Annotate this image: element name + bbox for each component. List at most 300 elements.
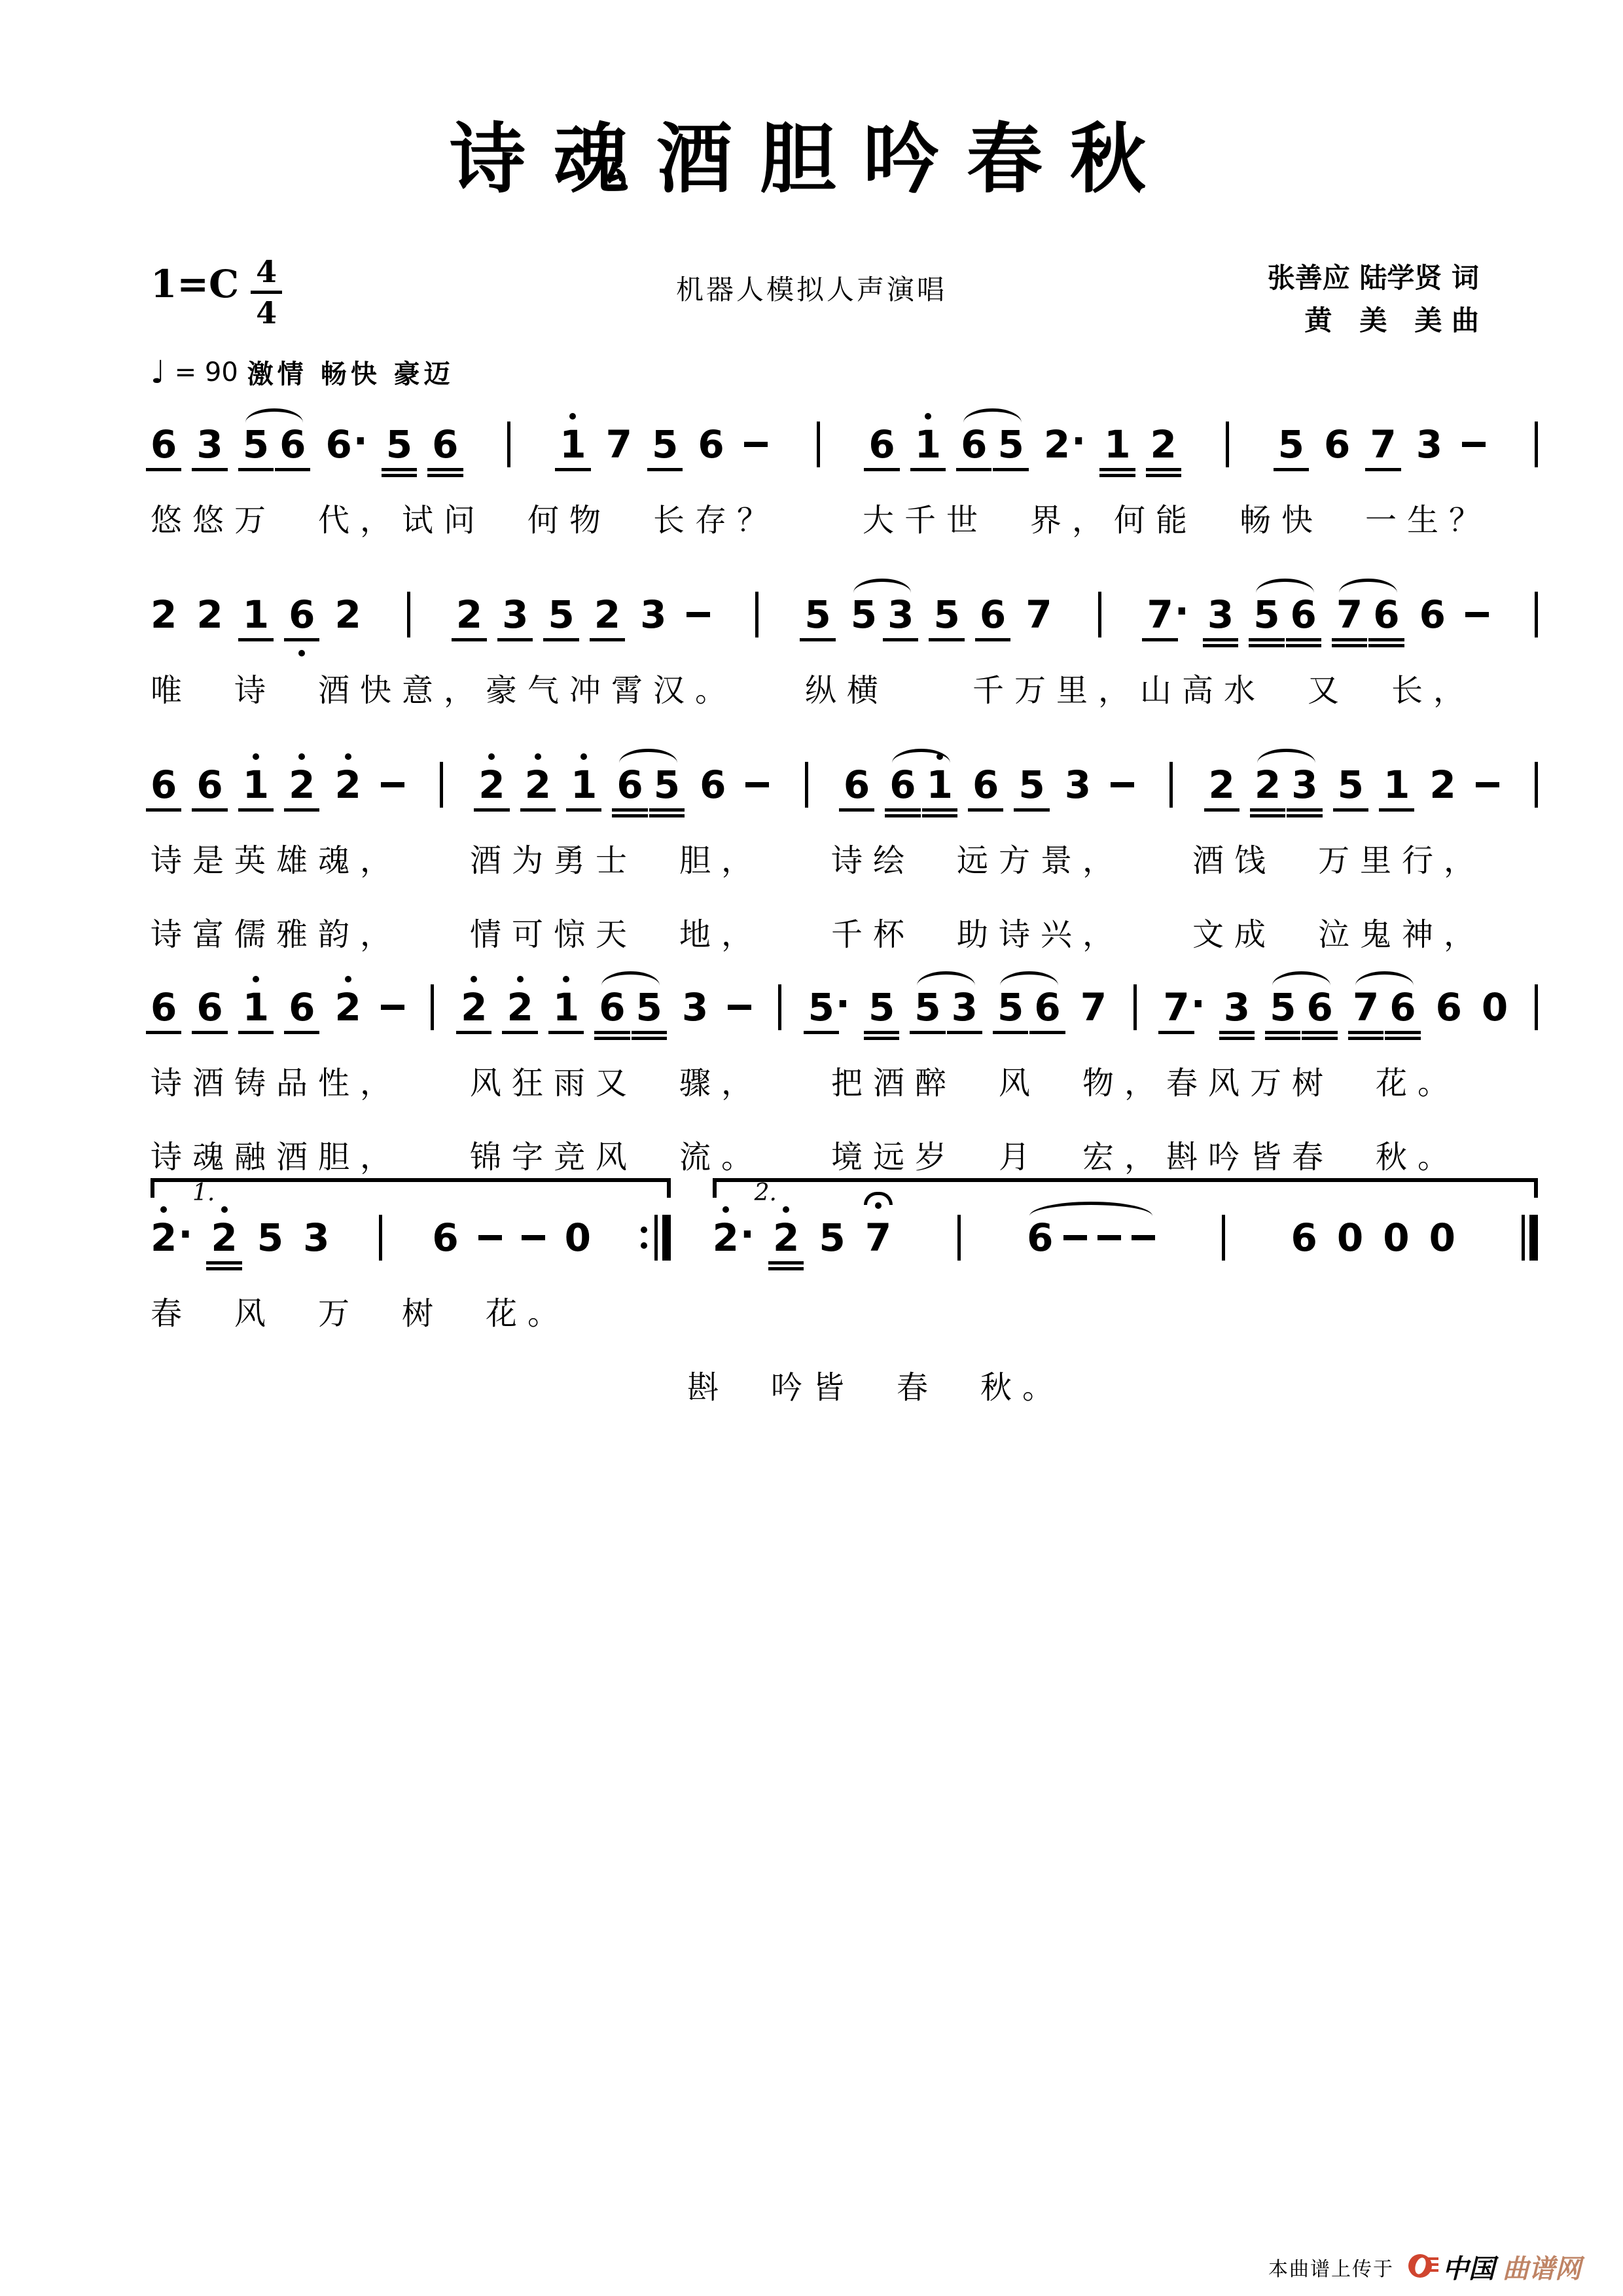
beam-underline [804,1031,839,1034]
slur-group [1255,763,1318,806]
octave-dot-above [221,1206,228,1213]
song-title: 诗魂酒胆吟春秋 [450,115,1173,204]
beam-underline-2 [632,1037,667,1040]
note-digit: 2 [524,762,551,807]
jianpu-note [289,592,315,637]
note-digit: 2 [478,762,505,807]
music-system-4 [151,956,1538,1177]
jianpu-note [455,592,483,637]
duration-dash [1111,782,1134,787]
slur-group [889,763,953,806]
octave-dot-above [580,753,587,760]
barline-thin [1169,762,1173,808]
note-digit: 7 [1352,985,1380,1030]
note-digit: 0 [1429,1215,1455,1260]
beam-underline [456,1031,491,1034]
jianpu-note [698,422,724,467]
note-digit: 0 [1481,985,1508,1030]
jianpu-note [1373,592,1400,637]
slur-group [997,986,1061,1029]
slur-group [1027,1216,1155,1259]
beam-underline-2 [594,1037,630,1040]
jianpu-note [850,592,878,637]
barline [1535,592,1538,637]
beam-underline [497,638,533,641]
lyrics-first-ending: 春 风 万 树 花。 [151,1295,570,1332]
note-digit: 5 [1018,762,1045,807]
note-digit: 5 [997,985,1024,1030]
augmentation-dot: · [353,418,368,463]
measure [478,763,769,806]
jianpu-note [1270,985,1296,1030]
jianpu-note [257,1215,284,1260]
beam-underline [993,468,1028,471]
octave-dot-above [563,976,569,982]
lyrics-row: 诗酒铸品性， 风狂雨又 骤， 把酒醉 风 物，春风万树 花。 [151,1065,1460,1102]
fermata-dot-icon [875,1202,882,1209]
octave-dot-above [517,976,524,982]
barline [1169,762,1173,808]
jianpu-note [289,985,315,1030]
lyrics-row: 唯 诗 酒快意，豪气冲霄汉。 纵横 千万里，山高水 又 长， [151,672,1476,709]
beam-underline [452,638,487,641]
barline-thin [755,592,758,637]
notes-row-final [151,1178,1538,1261]
slur-group [243,423,306,466]
barline [1535,422,1538,467]
beam-underline [632,1031,667,1034]
jianpu-note [507,985,533,1030]
jianpu-note [914,985,941,1030]
octave-dot-above [345,753,351,760]
volta-measures [712,1211,1538,1261]
barline-thin [1535,422,1538,467]
jianpu-note [1416,422,1443,467]
beam-underline-2 [1368,644,1404,647]
measure [1209,763,1499,806]
note-digit: 5 [548,592,575,637]
slur-arc-icon [853,579,912,593]
jianpu-note [1064,762,1092,807]
notes-row [151,563,1538,637]
note-digit: 3 [1416,422,1443,467]
beam-underline [910,1031,945,1034]
note-digit: 3 [196,422,223,467]
note-digit: 2 [334,985,361,1030]
jianpu-note [1481,985,1508,1030]
lyrics-row: 诗是英雄魂， 酒为勇士 胆， 诗绘 远方景， 酒饯 万里行， [151,842,1486,879]
barline-thin [1535,984,1538,1030]
music-system-3 [151,733,1538,954]
note-digit: 7 [1336,592,1363,637]
note-digit: 5 [868,985,895,1030]
jianpu-note [865,1215,892,1260]
jianpu-note [1080,985,1107,1030]
beam-underline-2 [382,474,417,477]
jianpu-note [997,985,1024,1030]
measure [151,986,404,1029]
jianpu-note [926,762,953,807]
note-digit: 2 [455,592,483,637]
note-digit: 6 [196,985,223,1030]
octave-dot-above [488,753,495,760]
final-barline [1522,1215,1538,1261]
beam-underline [590,638,625,641]
note-digit: 2 [211,1215,238,1260]
jianpu-note [524,762,551,807]
note-digit: 3 [1064,762,1092,807]
barline-thin [805,762,808,808]
jianpu-note [432,1215,459,1260]
beam-underline-2 [1265,1037,1300,1040]
jianpu-note [1337,762,1364,807]
jianpu-note [1435,985,1462,1030]
jianpu-note [868,985,895,1030]
barline-thin [778,984,781,1030]
jianpu-note [334,762,361,807]
measure [456,593,710,636]
note-digit: 6 [616,762,643,807]
note-digit: 2 [594,592,621,637]
augmentation-dot: · [1174,588,1189,634]
beam-underline [206,1261,241,1265]
jianpu-note [196,592,223,637]
note-digit: 5 [257,1215,284,1260]
octave-dot-above [160,1206,167,1213]
jianpu-note [1254,762,1281,807]
jianpu-note [279,422,306,467]
jianpu-note [242,985,270,1030]
duration-dash [1063,1235,1087,1240]
note-digit: 6 [1291,1215,1317,1260]
volta-bracket-icon [713,1178,1538,1198]
note-digit: 5 [819,1215,846,1260]
beam-underline [1219,1031,1255,1034]
beam-underline [192,1031,227,1034]
barline [778,984,781,1030]
barline-thin [1133,984,1137,1030]
jianpu-note [325,418,368,467]
measure [844,763,1134,806]
augmentation-dot: · [835,981,850,1026]
note-digit: 7 [865,1215,892,1260]
slur-arc-icon [963,408,1022,423]
jianpu-note [1208,762,1235,807]
beam-underline [947,1031,982,1034]
note-digit: 0 [564,1215,592,1260]
note-digit: 3 [1223,985,1251,1030]
barline [407,592,410,637]
barline-thin [817,422,820,467]
jianpu-note [712,1211,755,1260]
note-digit: 6 [1306,985,1333,1030]
beam-underline-2 [1219,1037,1255,1040]
note-digit: 5 [1270,985,1296,1030]
note-digit: 6 [868,422,895,467]
beam-underline-2 [1146,474,1181,477]
note-digit: 6 [1435,985,1462,1030]
octave-dot-above [783,1206,789,1213]
note-digit: 1 [242,762,270,807]
jianpu-note [700,762,726,807]
watermark-brand-cn: 中国 [1442,2253,1495,2284]
barline [1535,762,1538,808]
jianpu-note [303,1215,330,1260]
jianpu-note [1026,592,1052,637]
jianpu-note [1253,592,1280,637]
jianpu-note [1383,762,1410,807]
beam-underline [543,638,579,641]
watermark-text: 本曲谱上传于 [1268,2257,1394,2281]
jianpu-note [502,592,529,637]
duration-dash [728,1005,751,1010]
beam-underline [284,808,319,812]
jianpu-note [1163,981,1205,1030]
jianpu-note [1419,592,1446,637]
jianpu-note [151,1211,193,1260]
beam-underline [520,808,556,812]
quarter-note-icon: ♩ [151,353,166,391]
note-digit: 6 [432,1215,459,1260]
slur-arc-icon [1355,971,1414,986]
jianpu-note [432,422,459,467]
note-digit: 6 [700,762,726,807]
note-digit: 1 [570,762,597,807]
barline-thick [1529,1215,1538,1261]
note-digit: 6 [289,985,315,1030]
barline-thin [957,1215,961,1261]
barline [431,984,434,1030]
note-digit: 6 [432,422,459,467]
octave-dot-above [471,976,477,982]
note-digit: 5 [242,422,270,467]
beam-underline-2 [612,814,647,817]
octave-dot-above [722,1206,729,1213]
lyrics-row: 悠悠万 代，试问 何物 长存？ 大千世 界，何能 畅快 一生？ [151,502,1491,539]
duration-dash [381,782,404,787]
note-digit: 3 [502,592,529,637]
beam-underline [968,808,1003,812]
beam-underline [885,808,920,812]
octave-dot-above [253,753,259,760]
volta-label: 2. [754,1179,777,1206]
jianpu-note [1043,418,1086,467]
beam-underline [1385,1031,1420,1034]
note-digit: 2 [1254,762,1281,807]
barline [755,592,758,637]
jianpu-note [461,985,488,1030]
music-system-final [151,1178,1538,1407]
duration-dash [522,1235,545,1240]
beam-underline-2 [864,1037,899,1040]
jianpu-note [242,762,270,807]
measure [151,593,361,636]
lyricist-credit: 张善应 陆学贤 词 [1267,262,1479,294]
note-digit: 7 [1163,985,1190,1030]
jianpu-note [961,422,988,467]
note-digit: 6 [1027,1215,1054,1260]
duration-dash [478,1235,502,1240]
note-digit: 6 [196,762,223,807]
slur-group [1270,986,1333,1029]
note-digit: 2 [461,985,488,1030]
beam-underline [284,1031,319,1034]
jianpu-note [289,762,315,807]
time-signature-denominator: 4 [256,295,277,331]
jianpu-note [819,1215,846,1260]
beam-underline [192,468,227,471]
beam-underline [800,638,835,641]
note-digit: 5 [1337,762,1364,807]
note-digit: 6 [279,422,306,467]
jianpu-note [997,422,1024,467]
barline-thin [1522,1215,1525,1261]
octave-dot-above [345,976,351,982]
beam-underline-2 [206,1267,241,1270]
barline-thin [1535,762,1538,808]
augmentation-dot: · [740,1211,755,1257]
barline-thin [1226,422,1229,467]
beam-underline [1348,1031,1383,1034]
lyrics-second-ending: 斟 吟皆 春 秋。 [687,1369,1065,1406]
performance-note: 机器人模拟人声演唱 [675,274,948,306]
beam-underline [612,808,647,812]
note-digit: 5 [651,422,679,467]
jianpu-note [151,762,177,807]
barline-thin [1222,1215,1225,1261]
barline-thin [1098,592,1101,637]
notes-row [151,393,1538,467]
jianpu-note [1429,1215,1455,1260]
tempo-value: = 90 [174,357,238,387]
note-digit: 3 [303,1215,330,1260]
jianpu-note [1027,1215,1054,1260]
beam-underline [1142,638,1177,641]
note-digit: 3 [1207,592,1234,637]
note-digit: 6 [1389,985,1416,1030]
note-digit: 6 [979,592,1007,637]
octave-dot-below [298,650,305,656]
jianpu-note [1277,422,1304,467]
barline [1098,592,1101,637]
note-digit: 2 [1043,422,1071,467]
slur-arc-icon [917,971,975,986]
slur-arc-icon [1256,579,1314,593]
barline [957,1215,961,1261]
duration-dash [1097,1235,1121,1240]
augmentation-dot: · [178,1211,193,1257]
jianpu-note [843,762,870,807]
jianpu-note [1147,588,1189,637]
beam-underline [238,638,274,641]
note-digit: 6 [961,422,988,467]
note-digit: 6 [698,422,724,467]
beam-underline [502,1031,537,1034]
jianpu-note [1290,592,1317,637]
beam-underline [566,808,601,812]
note-digit: 7 [1080,985,1107,1030]
beam-underline-2 [1287,814,1322,817]
beam-underline [146,1031,181,1034]
beam-underline [555,468,590,471]
note-digit: 6 [1323,422,1351,467]
beam-underline [1368,638,1404,641]
beam-underline [956,468,991,471]
jianpu-note [1291,762,1318,807]
duration-dash [687,612,710,617]
jianpu-note [933,592,960,637]
beam-underline [1099,468,1135,471]
tempo-row [151,353,454,391]
measure [1027,1216,1155,1259]
jianpu-note [594,592,621,637]
note-digit: 5 [1253,592,1280,637]
beam-underline [1302,1031,1337,1034]
jianpu-note [552,985,580,1030]
duration-dash [744,442,768,447]
barline-thin [1535,592,1538,637]
jianpu-note [653,762,681,807]
barline [440,762,443,808]
jianpu-note [151,985,177,1030]
beam-underline [1286,638,1321,641]
beam-underline [768,1261,804,1265]
barline [817,422,820,467]
jianpu-note [564,1215,592,1260]
note-digit: 5 [997,422,1024,467]
note-digit: 2 [507,985,533,1030]
jianpu-note [478,762,505,807]
note-digit: 6 [151,985,177,1030]
barline-thin [507,422,510,467]
slur-arc-icon [1029,1202,1152,1216]
beam-underline [864,1031,899,1034]
beam-underline [594,1031,630,1034]
beam-underline [993,1031,1028,1034]
lyrics-row: 诗魂融酒胆， 锦字竞风 流。 境远岁 月 宏，斟吟皆春 秋。 [151,1139,1460,1175]
note-digit: 3 [1291,762,1318,807]
slur-group [1253,593,1317,636]
beam-underline [238,808,274,812]
note-digit: 0 [1336,1215,1364,1260]
note-digit: 2 [1429,762,1456,807]
notes-row [151,733,1538,808]
time-signature-numerator: 4 [251,257,282,294]
note-digit: 5 [1277,422,1304,467]
jianpu-note [1323,422,1351,467]
jianpu-note [1150,422,1177,467]
note-digit: 6 [289,592,315,637]
note-digit: 6 [1419,592,1446,637]
beam-underline [1158,1031,1194,1034]
beam-underline [284,638,319,641]
note-digit: 6 [1373,592,1400,637]
note-digit: 5 [850,592,878,637]
jianpu-note [1352,985,1380,1030]
note-digit: 6 [151,422,177,467]
volta-label: 1. [192,1179,215,1206]
jianpu-note [1383,1215,1410,1260]
beam-underline-2 [427,474,463,477]
beam-underline [146,808,181,812]
jianpu-note [635,985,662,1030]
tempo-mood: 激情 畅快 豪迈 [247,359,454,389]
note-digit: 2 [151,1215,177,1260]
jianpu-note [211,1215,238,1260]
jianpu-note [772,1215,800,1260]
beam-underline [649,808,685,812]
note-digit: 1 [1383,762,1410,807]
